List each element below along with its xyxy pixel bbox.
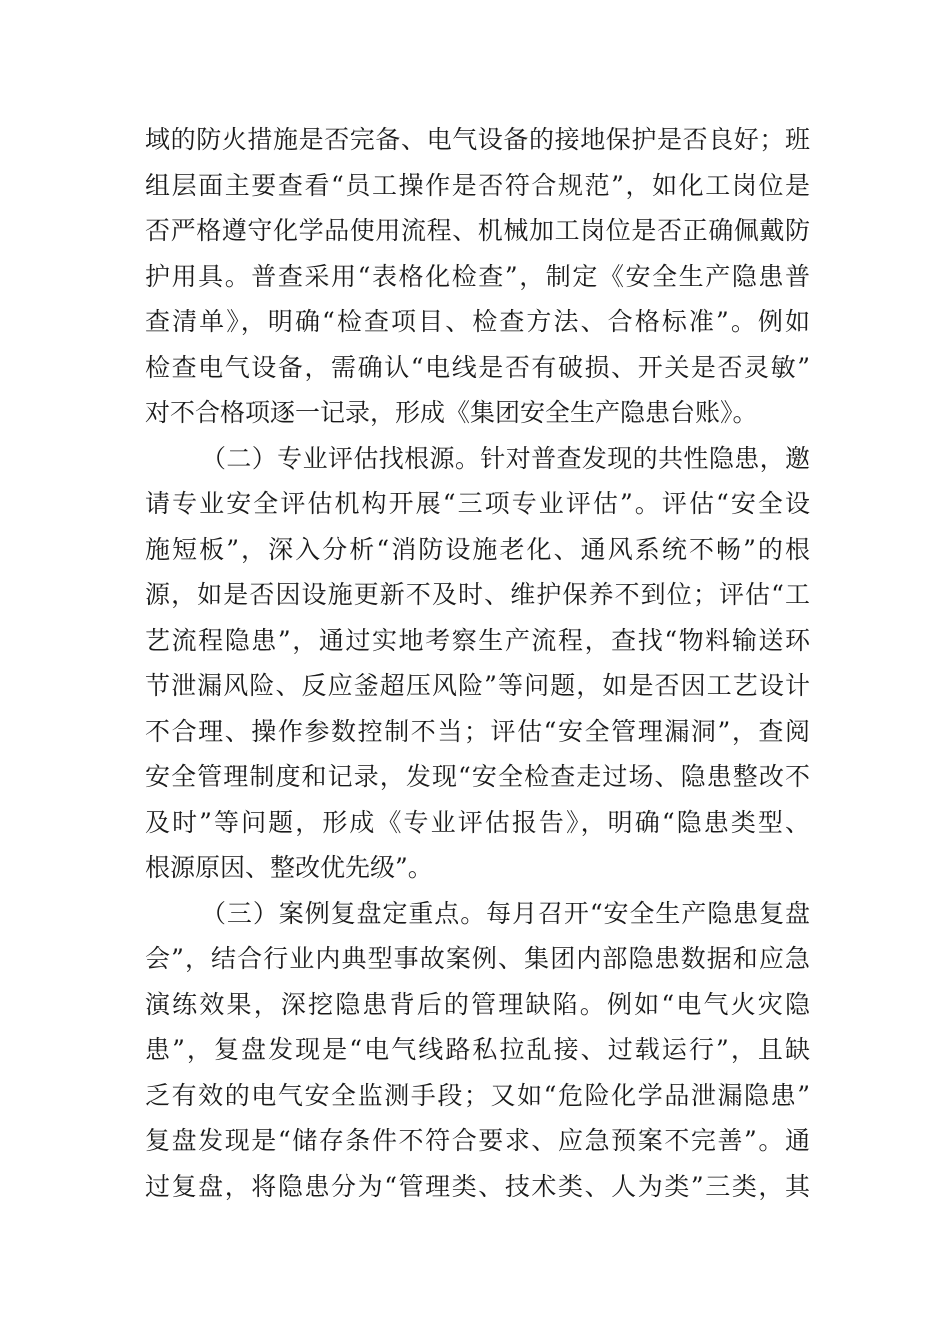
paragraph-line: 会”，结合行业内典型事故案例、集团内部隐患数据和应急 bbox=[145, 944, 810, 973]
paragraph-line: 组层面主要查看“员工操作是否符合规范”，如化工岗位是 bbox=[145, 170, 810, 200]
document-body bbox=[145, 117, 810, 1209]
paragraph-line: 请专业安全评估机构开展“三项专业评估”。评估“安全设 bbox=[145, 489, 810, 518]
paragraph-line: 源，如是否因设施更新不及时、维护保养不到位；评估“工 bbox=[145, 580, 810, 609]
paragraph-line: 复盘发现是“储存条件不符合要求、应急预案不完善”。通 bbox=[145, 1126, 810, 1155]
paragraph-line: 否严格遵守化学品使用流程、机械加工岗位是否正确佩戴防 bbox=[145, 216, 810, 245]
paragraph-line: 安全管理制度和记录，发现“安全检查走过场、隐患整改不 bbox=[145, 762, 810, 791]
paragraph-line: 域的防火措施是否完备、电气设备的接地保护是否良好；班 bbox=[145, 125, 810, 154]
paragraph-line: 患”，复盘发现是“电气线路私拉乱接、过载运行”，且缺 bbox=[145, 1035, 810, 1064]
paragraph-line: 过复盘，将隐患分为“管理类、技术类、人为类”三类，其 bbox=[145, 1171, 810, 1201]
paragraph-line: 施短板”，深入分析“消防设施老化、通风系统不畅”的根 bbox=[145, 534, 810, 564]
paragraph-line: 及时”等问题，形成《专业评估报告》，明确“隐患类型、 bbox=[145, 807, 810, 837]
paragraph-line: 对不合格项逐一记录，形成《集团安全生产隐患台账》。 bbox=[145, 398, 758, 427]
paragraph-line: 不合理、操作参数控制不当；评估“安全管理漏洞”，查阅 bbox=[145, 716, 810, 746]
section-heading-line: （三）案例复盘定重点。每月召开“安全生产隐患复盘 bbox=[201, 898, 810, 928]
paragraph-line: 检查电气设备，需确认“电线是否有破损、开关是否灵敏” bbox=[145, 352, 810, 382]
paragraph-line: 节泄漏风险、反应釜超压风险”等问题，如是否因工艺设计 bbox=[145, 671, 810, 700]
section-heading-line: （二）专业评估找根源。针对普查发现的共性隐患，邀 bbox=[201, 443, 810, 473]
paragraph-line: 护用具。普查采用“表格化检查”，制定《安全生产隐患普 bbox=[145, 261, 810, 291]
paragraph-line: 根源原因、整改优先级”。 bbox=[145, 853, 433, 882]
paragraph-line: 查清单》，明确“检查项目、检查方法、合格标准”。例如 bbox=[145, 307, 810, 336]
paragraph-line: 乏有效的电气安全监测手段；又如“危险化学品泄漏隐患” bbox=[145, 1080, 810, 1110]
paragraph-line: 艺流程隐患”，通过实地考察生产流程，查找“物料输送环 bbox=[145, 625, 810, 655]
paragraph-line: 演练效果，深挖隐患背后的管理缺陷。例如“电气火灾隐 bbox=[145, 989, 810, 1019]
